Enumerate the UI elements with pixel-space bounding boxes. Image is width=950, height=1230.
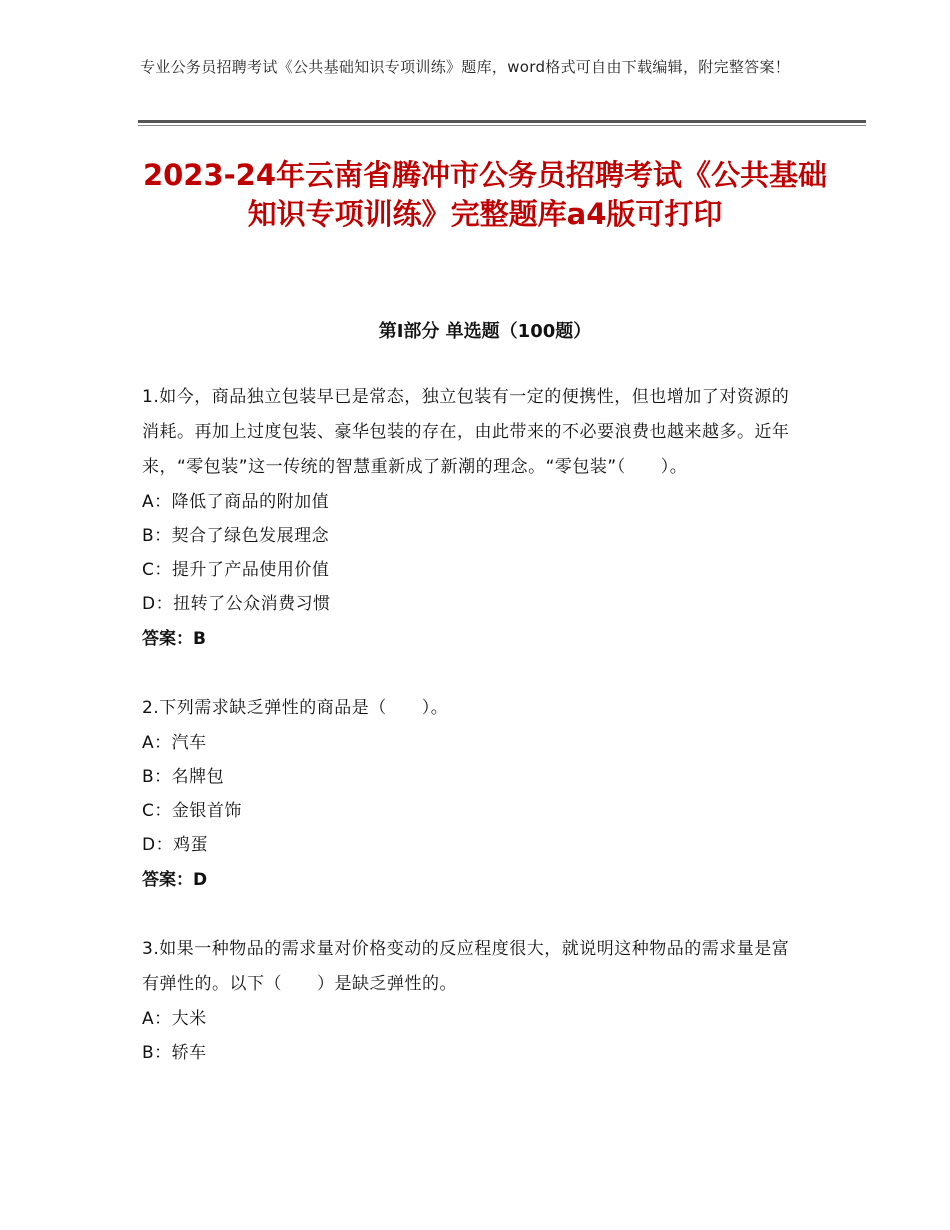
option-a: A：大米 [142, 1009, 207, 1029]
question-list [142, 380, 802, 1104]
header-divider-thin [138, 125, 866, 126]
option-b: B：名牌包 [142, 767, 225, 787]
question-1 [142, 380, 802, 657]
header-note: 专业公务员招聘考试《公共基础知识专项训练》题库，word格式可自由下载编辑，附完整答案！ [140, 58, 791, 76]
question-2 [142, 691, 802, 898]
section-heading: 第Ⅰ部分 单选题（100题） [378, 321, 592, 342]
option-d: D：鸡蛋 [142, 835, 209, 855]
answer-label: 答案：B [142, 629, 206, 649]
header-divider [138, 120, 866, 123]
question-stem: 3.如果一种物品的需求量对价格变动的反应程度很大，就说明这种物品的需求量是富有弹性的。以下（ ）是缺乏弹性的。 [142, 939, 790, 994]
question-stem: 2.下列需求缺乏弹性的商品是（ ）。 [142, 698, 449, 718]
document-title: 2023-24年云南省腾冲市公务员招聘考试《公共基础知识专项训练》完整题库a4版可打印 [142, 158, 828, 231]
question-3 [142, 932, 802, 1070]
question-stem: 1.如今，商品独立包装早已是常态，独立包装有一定的便携性，但也增加了对资源的消耗。再加上过度包装、豪华包装的存在，由此带来的不必要浪费也越来越多。近年来，“零包装”这一传统的智慧重新成了新潮的理念。“零包装”（ ）。 [142, 387, 790, 477]
option-c: C：提升了产品使用价值 [142, 560, 330, 580]
option-d: D：扭转了公众消费习惯 [142, 594, 331, 614]
option-b: B：契合了绿色发展理念 [142, 526, 330, 546]
option-a: A：降低了商品的附加值 [142, 492, 330, 512]
answer-label: 答案：D [142, 870, 208, 890]
option-a: A：汽车 [142, 733, 207, 753]
option-b: B：轿车 [142, 1043, 207, 1063]
option-c: C：金银首饰 [142, 801, 242, 821]
